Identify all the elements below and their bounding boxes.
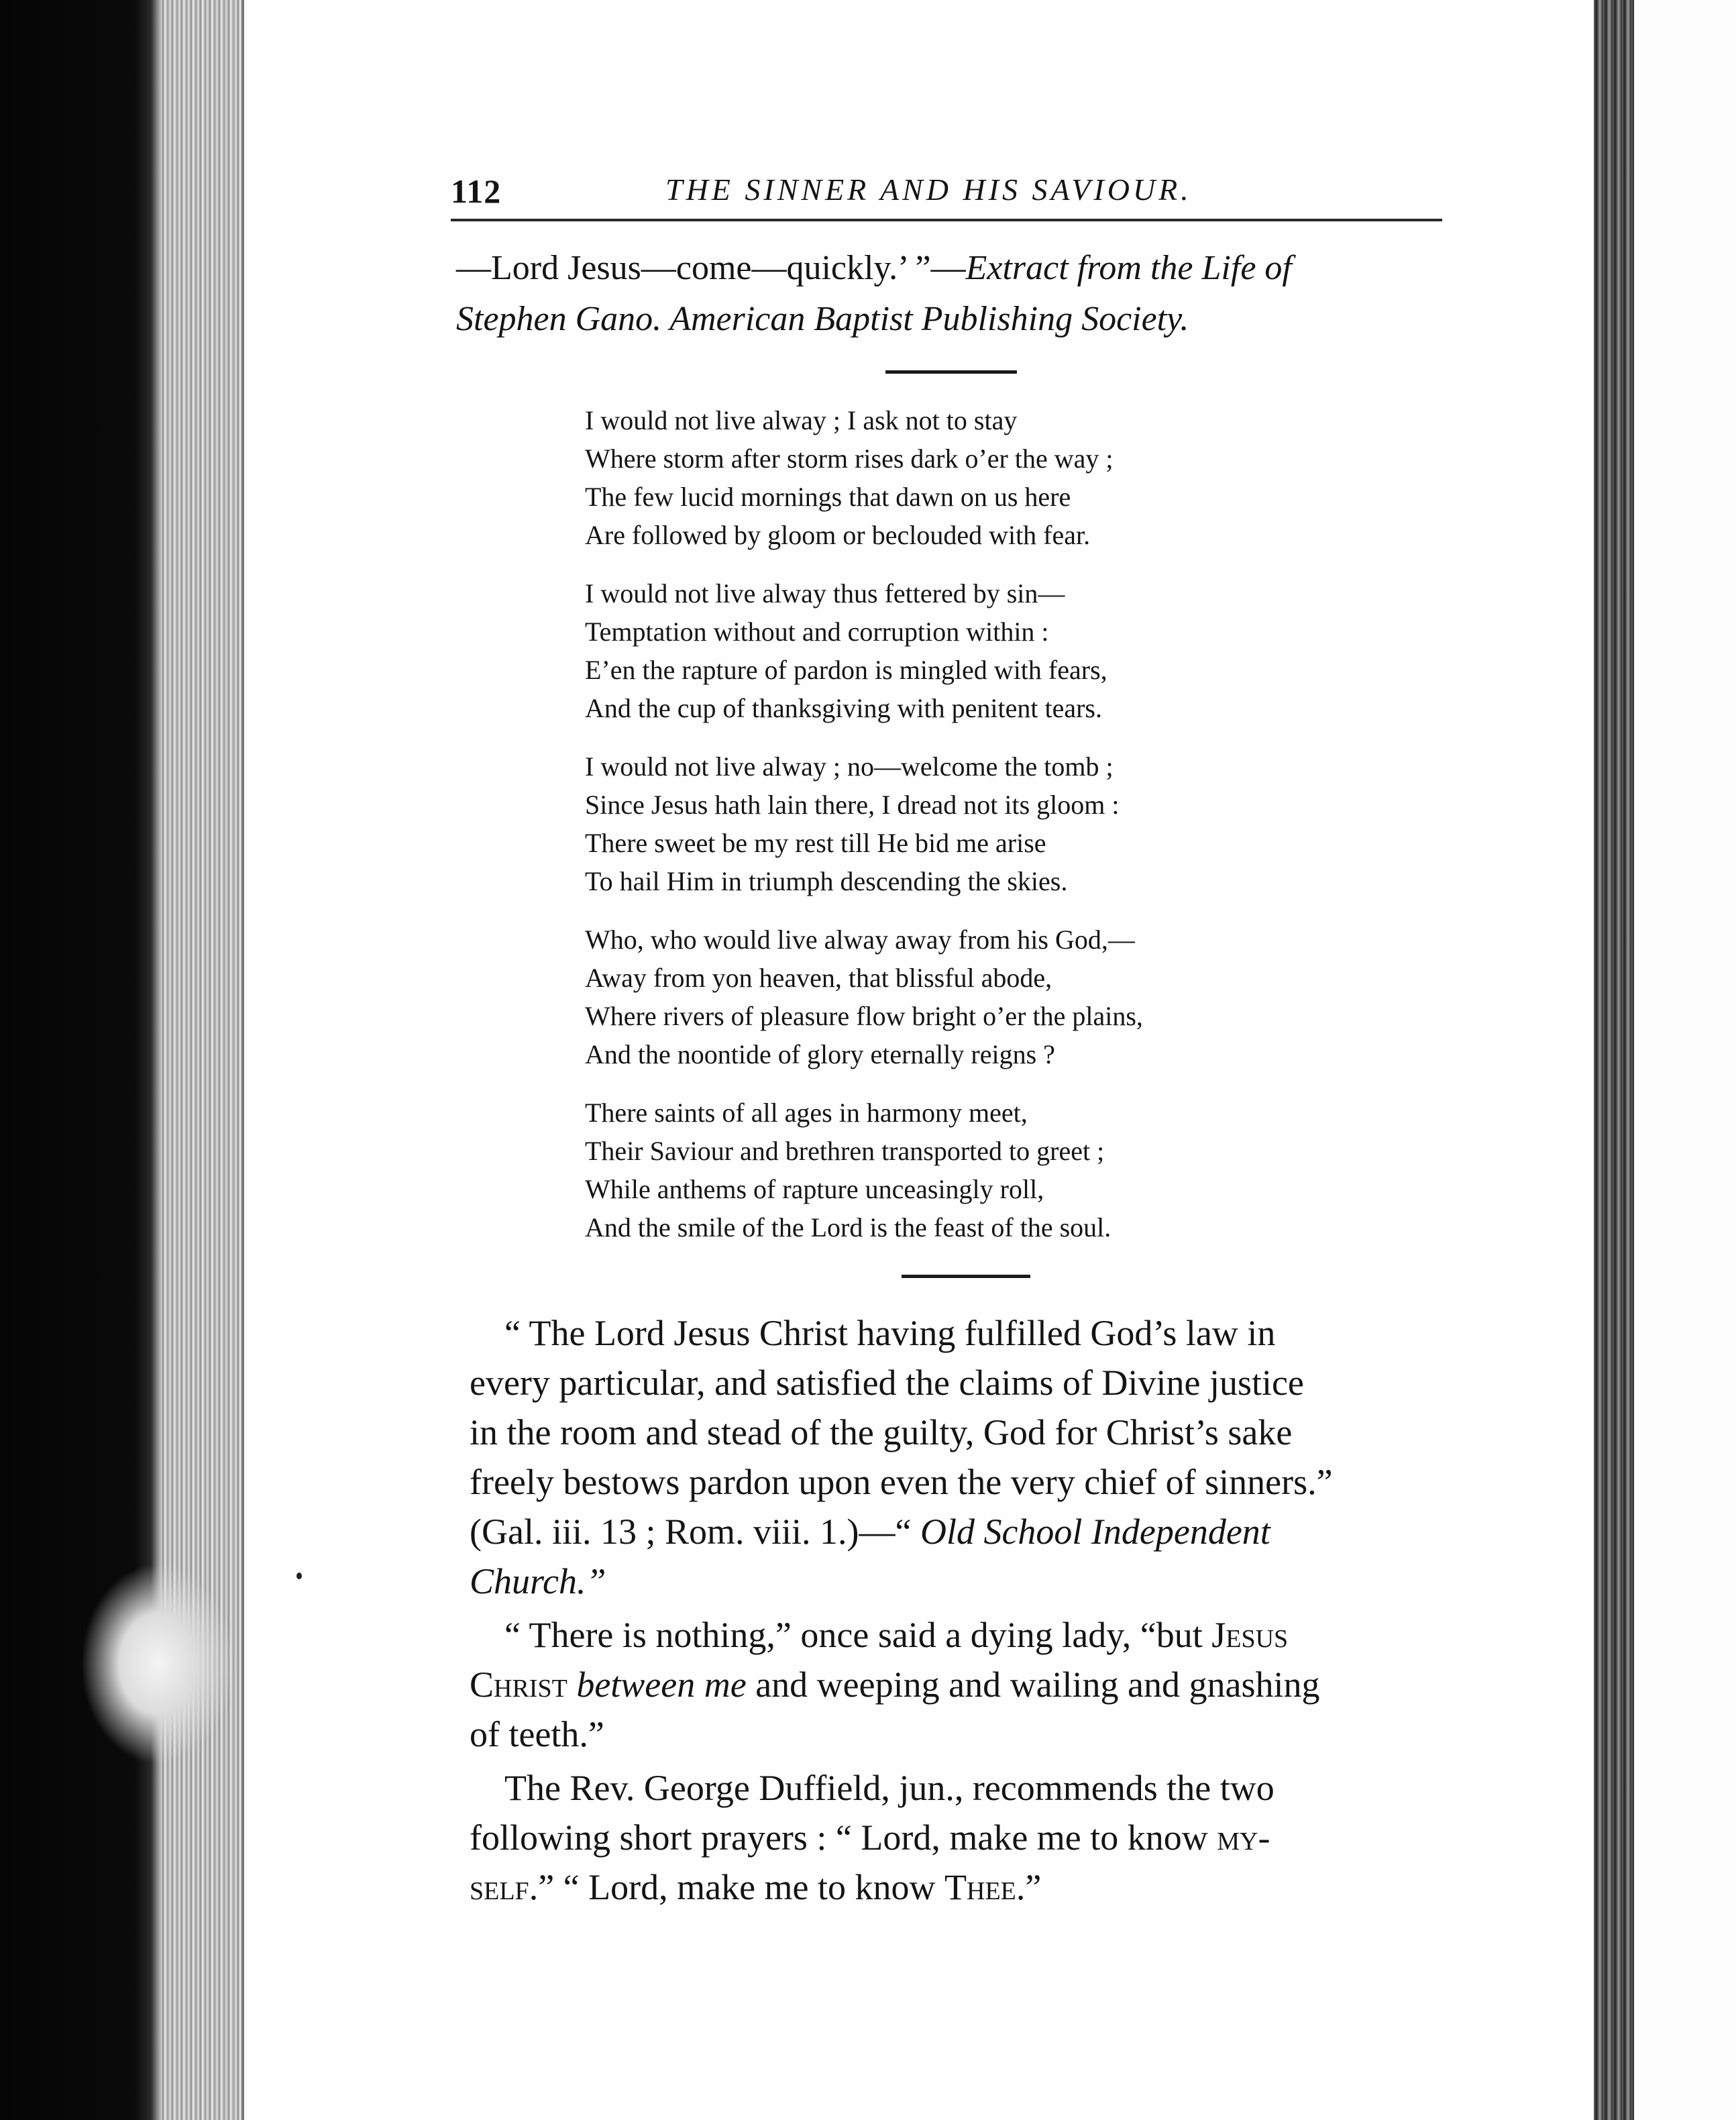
opening-line-1 [456,243,1462,294]
paragraph-1-line: every particular, and satisfied the claims of Divine justice [470,1363,1304,1403]
poem-line: E’en the rapture of pardon is mingled with fears, [585,655,1107,685]
source-title-part-1: Extract from the Life of [965,249,1292,287]
scripture-reference: (Gal. iii. 13 ; Rom. viii. 1.)—“ [470,1512,920,1552]
paragraph-2-line: of teeth.” [470,1714,604,1754]
paragraph-1-line [470,1507,1462,1556]
poem-line: Where storm after storm rises dark o’er the way ; [585,443,1114,474]
opening-quote-end: —Lord Jesus—come—quickly.’ ”— [456,249,966,287]
header-rule [451,219,1442,221]
poem-line: And the smile of the Lord is the feast of the soul. [585,1212,1111,1242]
opening-line-2: Stephen Gano. American Baptist Publishing Society. [456,300,1189,338]
paragraph-1-line: “ The Lord Jesus Christ having fulfilled God’s law in [504,1313,1276,1353]
quote-text: and weeping and wailing and gnashing [746,1664,1320,1705]
small-caps-word: Jesus [1211,1615,1289,1655]
poem-line: There saints of all ages in harmony meet, [585,1098,1028,1128]
paragraph-2-line [470,1610,1462,1660]
closing-quote: .” [1016,1867,1042,1907]
ink-speck [296,1573,302,1579]
opening-passage [456,243,1462,345]
section-divider-top [885,370,1017,374]
scan-smudge [80,1563,235,1764]
book-gutter-shadow [0,0,161,2120]
poem-stanza [585,747,1143,900]
poem-stanza [585,574,1143,727]
poem-line: I would not live alway thus fettered by sin— [585,578,1065,608]
poem-line: Are followed by gloom or beclouded with fear. [585,520,1091,550]
paragraph-3-line [470,1862,1462,1912]
right-page-edge [1594,0,1634,2120]
poem-stanza [585,401,1143,554]
poem-line: I would not live alway ; I ask not to stay [585,405,1018,435]
small-caps-word: Christ [470,1664,567,1705]
poem-line: Who, who would live alway away from his God,— [585,924,1135,955]
poem-line: Their Saviour and brethren transported to greet ; [585,1136,1105,1166]
poem-line: Away from yon heaven, that blissful abode, [585,963,1052,993]
paragraph-1-line: freely bestows pardon upon even the very chief of sinners.” [470,1462,1333,1502]
poem-line: Since Jesus hath lain there, I dread not its gloom : [585,790,1120,820]
paragraph-3-line: The Rev. George Duffield, jun., recommends the two [504,1768,1274,1808]
section-divider-bottom [902,1275,1030,1278]
poem-stanza [585,1094,1143,1247]
paragraph-3-line [470,1813,1462,1862]
poem-line: The few lucid mornings that dawn on us here [585,482,1071,512]
small-caps-word: Thee [944,1867,1016,1907]
poem-line: Where rivers of pleasure flow bright o’er the plains, [585,1001,1143,1031]
emphasis-text: between me [567,1664,747,1705]
right-margin [1634,0,1736,2120]
paragraph-2-line [470,1660,1462,1709]
prayer-text: following short prayers : “ Lord, make me to know [470,1817,1217,1858]
small-caps-word: my- [1217,1817,1270,1858]
running-title: THE SINNER AND HIS SAVIOUR. [665,172,1192,207]
body-text [470,1308,1462,1912]
page-number: 112 [451,172,502,210]
poem-line: I would not live alway ; no—welcome the tomb ; [585,751,1114,782]
paragraph-1-line: in the room and stead of the guilty, God for Christ’s sake [470,1412,1293,1452]
poem-line: And the noontide of glory eternally reigns ? [585,1039,1055,1069]
poem-line: There sweet be my rest till He bid me arise [585,828,1046,858]
prayer-text: .” “ Lord, make me to know [529,1867,945,1907]
running-head [451,172,1444,215]
poem-line: While anthems of rapture unceasingly roll, [585,1174,1044,1204]
poem-stanza [585,920,1143,1073]
quote-text: “ There is nothing,” once said a dying lady, “but [504,1615,1212,1655]
poem [585,401,1143,1267]
poem-line: And the cup of thanksgiving with penitent tears. [585,693,1102,723]
stacked-page-edges [161,0,244,2120]
poem-line: Temptation without and corruption within : [585,617,1049,647]
paragraph-1-line: Church.” [470,1561,606,1601]
poem-line: To hail Him in triumph descending the skies. [585,866,1068,896]
source-name: Old School Independent [920,1512,1270,1552]
small-caps-word: self [470,1867,529,1907]
